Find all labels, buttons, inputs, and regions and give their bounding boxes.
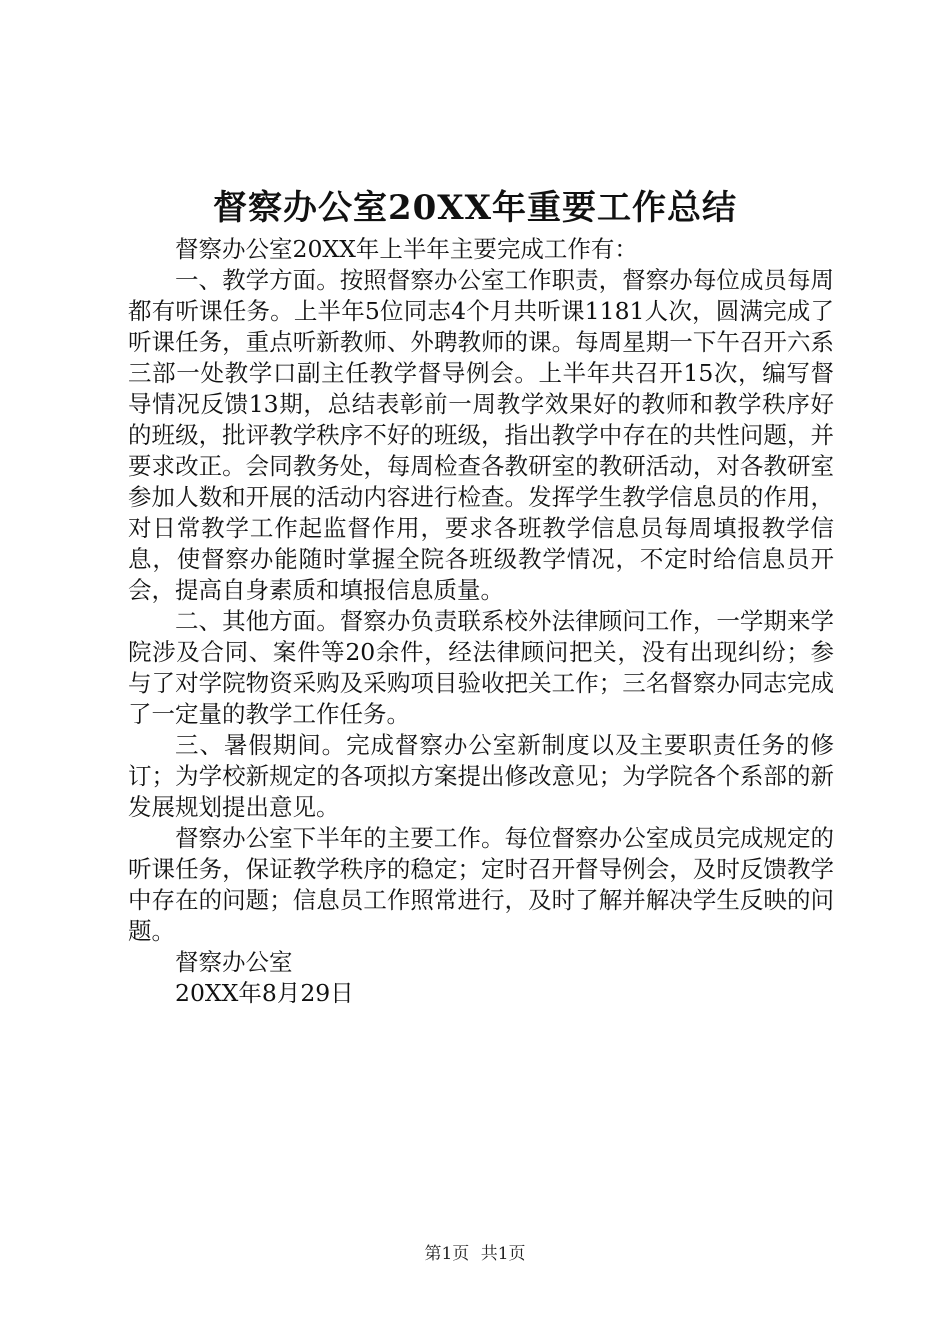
- teaching-paragraph: 一、教学方面。按照督察办公室工作职责，督察办每位成员每周都有听课任务。上半年5位同志4个月共听课1181人次，圆满完成了听课任务，重点听新教师、外聘教师的课。每周星期一下午召开六系三部一处教学口副主任教学督导例会。上半年共召开15次，编写督导情况反馈13期，总结表彰前一周教学效果好的教师和教学秩序好的班级，批评教学秩序不好的班级，指出教学中存在的共性问题，并要求改正。会同教务处，每周检查各教研室的教研活动，对各教研室参加人数和开展的活动内容进行检查。发挥学生教学信息员的作用，对日常教学工作起监督作用，要求各班教学信息员每周填报教学信息，使督察办能随时掌握全院各班级教学情况，不定时给信息员开会，提高自身素质和填报信息质量。: [128, 266, 834, 604]
- summer-paragraph: 三、暑假期间。完成督察办公室新制度以及主要职责任务的修订；为学校新规定的各项拟方案提出修改意见；为学院各个系部的新发展规划提出意见。: [128, 731, 834, 821]
- signature-date: 20XX年8月29日: [175, 979, 354, 1007]
- page-footer: [0, 1242, 950, 1266]
- page-number: 第1页: [424, 1244, 470, 1264]
- intro-paragraph: 督察办公室20XX年上半年主要完成工作有：: [175, 235, 638, 263]
- signature-office: 督察办公室: [175, 948, 293, 976]
- other-paragraph: 二、其他方面。督察办负责联系校外法律顾问工作，一学期来学院涉及合同、案件等20余件，经法律顾问把关，没有出现纠纷；参与了对学院物资采购及采购项目验收把关工作；三名督察办同志完成了一定量的教学工作任务。: [128, 607, 834, 728]
- second-half-paragraph: 督察办公室下半年的主要工作。每位督察办公室成员完成规定的听课任务，保证教学秩序的稳定；定时召开督导例会，及时反馈教学中存在的问题；信息员工作照常进行，及时了解并解决学生反映的问题。: [128, 824, 834, 945]
- document-body: [128, 234, 834, 1009]
- document-title: 督察办公室20XX年重要工作总结: [212, 188, 738, 228]
- page-total: 共1页: [480, 1244, 526, 1264]
